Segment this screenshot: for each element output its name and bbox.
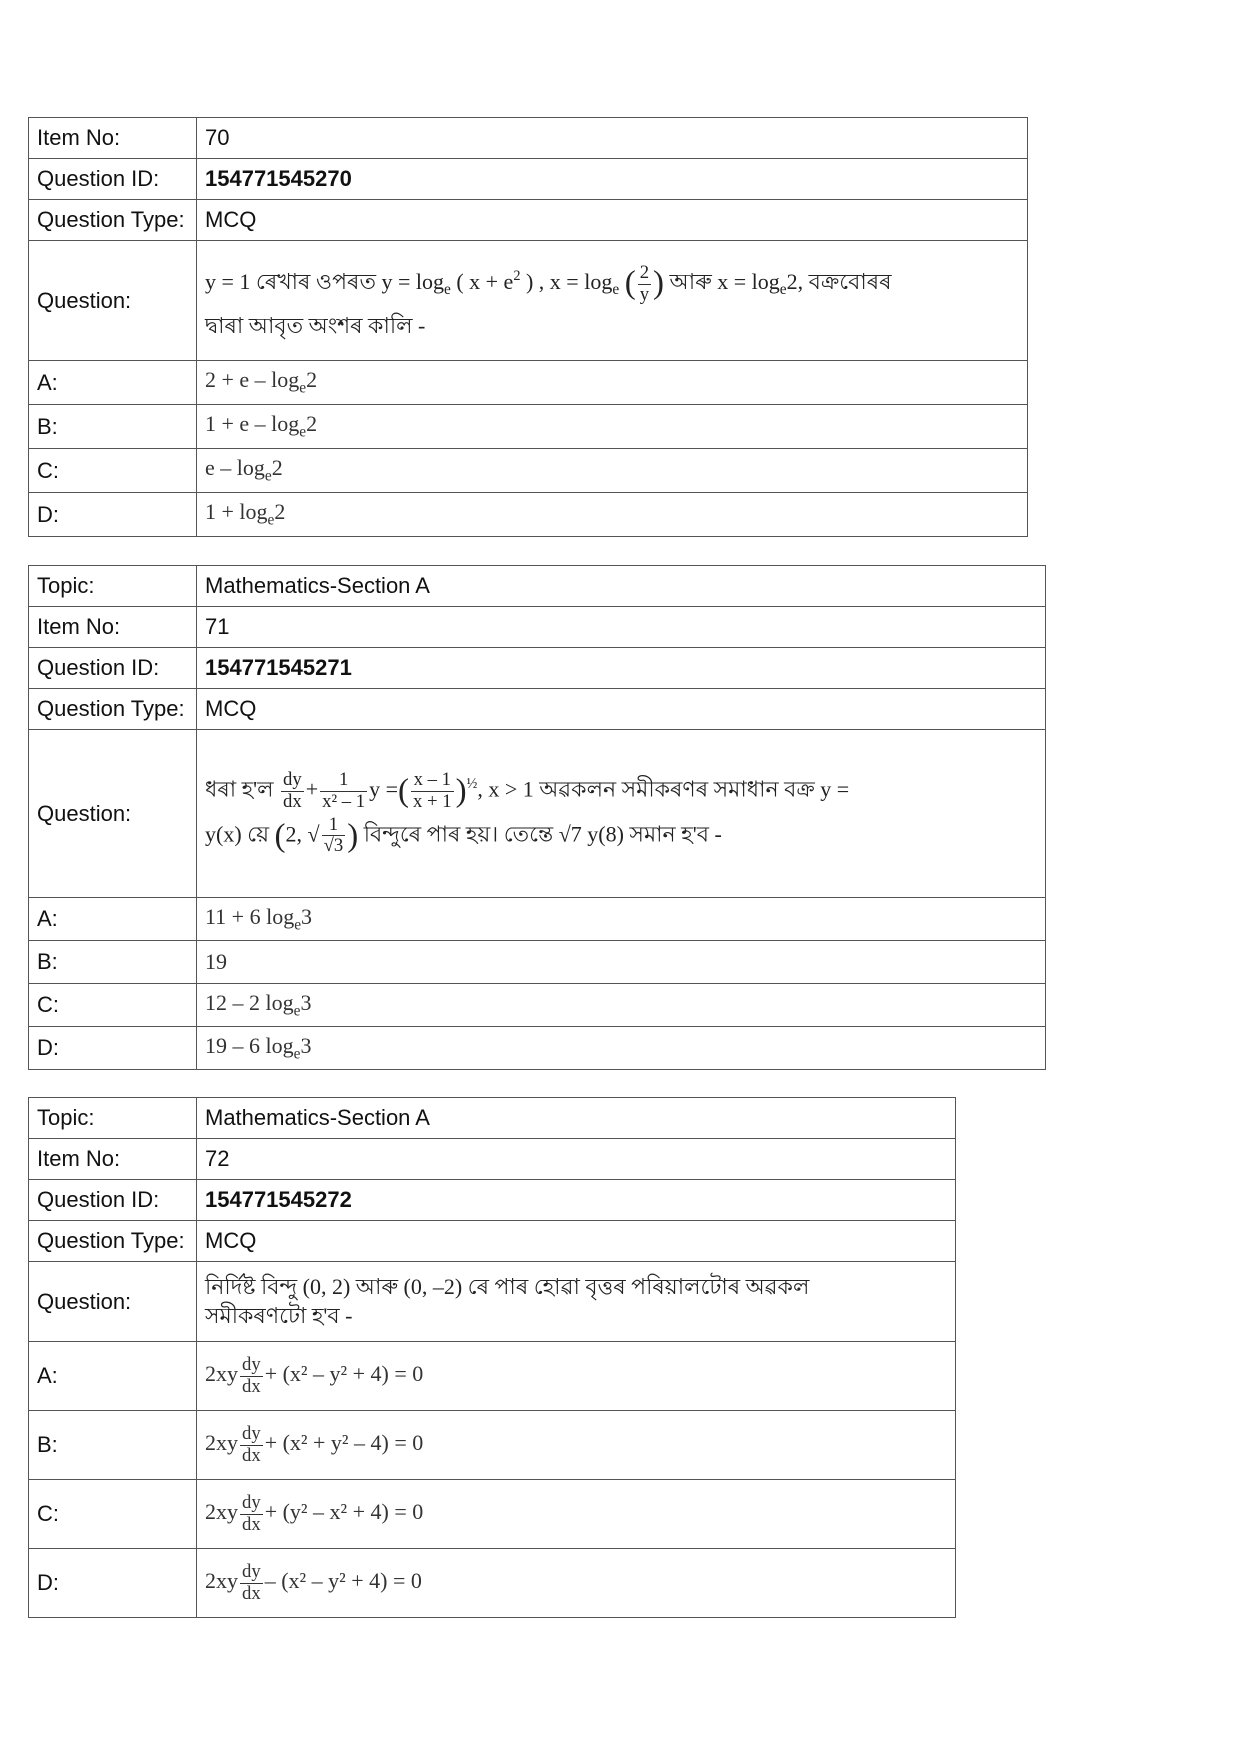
option-d-label: D: [29,1549,197,1618]
question-type-value: MCQ [197,200,1028,241]
option-a-text: 11 + 6 $\log_e3$ [197,898,1046,941]
option-c-label: C: [29,449,197,493]
option-b-text: 19 [197,941,1046,984]
topic-label: Topic: [29,566,197,607]
item-no-value: 72 [197,1139,956,1180]
question-table-72 [28,1097,956,1618]
question-label: Question: [29,730,197,898]
option-a-text: 2xy $\frac{dy}{dx}$ + (x² – y² + 4) = 0 [197,1342,956,1411]
question-type-value: MCQ [197,1221,956,1262]
option-d-label: D: [29,1027,197,1070]
question-id-value: 154771545271 [197,648,1046,689]
option-b-label: B: [29,1411,197,1480]
question-table-71 [28,565,1046,1070]
topic-value: Mathematics-Section A [197,566,1046,607]
topic-label: Topic: [29,1098,197,1139]
topic-value: Mathematics-Section A [197,1098,956,1139]
question-id-label: Question ID: [29,159,197,200]
question-id-value: 154771545272 [197,1180,956,1221]
item-no-label: Item No: [29,1139,197,1180]
option-d-label: D: [29,493,197,537]
question-label: Question: [29,241,197,361]
question-type-label: Question Type: [29,1221,197,1262]
item-no-label: Item No: [29,607,197,648]
option-b-label: B: [29,405,197,449]
question-type-label: Question Type: [29,200,197,241]
item-no-label: Item No: [29,118,197,159]
option-d-text: $1 + \log_e2$ [197,493,1028,537]
question-text: y = 1 ৰেখাৰ ওপৰত $y = \log_e$ ( $x + e^2$ ) , $x = \log_e$ ( $\frac{2}{y}$ ) আৰু $x = \log_e2$, বক্ৰবোৰৰ দ্বাৰা আবৃত অংশৰ কালি - [197,241,1028,361]
question-id-value: 154771545270 [197,159,1028,200]
question-id-label: Question ID: [29,1180,197,1221]
option-b-text: 2xy $\frac{dy}{dx}$ + (x² + y² – 4) = 0 [197,1411,956,1480]
option-d-text: 2xy $\frac{dy}{dx}$ – (x² – y² + 4) = 0 [197,1549,956,1618]
option-b-text: $1 + e - \log_e2$ [197,405,1028,449]
option-c-text: 12 – 2 $\log_e3$ [197,984,1046,1027]
question-label: Question: [29,1262,197,1342]
question-text: ধৰা হ'ল $\frac{dy}{dx}$ + $\frac{1}{\text{x² – 1}}$ y =( $\frac{x - 1}{x + 1}$ )$^{\frac{1}{2}}$, x > 1 অৱকলন সমীকৰণৰ সমাধান বক্ৰ y = y(x) য়ে (2, √ $\frac{1}{√3}$ ) বিন্দুৰে পাৰ হয়। তেন্তে √7 y(8) সমান হ'ব - [197,730,1046,898]
question-type-label: Question Type: [29,689,197,730]
item-no-value: 70 [197,118,1028,159]
question-text: নিৰ্দিষ্ট বিন্দু (0, 2) আৰু (0, –2) ৰে পাৰ হোৱা বৃত্তৰ পৰিয়ালটোৰ অৱকল সমীকৰণটো হ'ব - [197,1262,956,1342]
item-no-value: 71 [197,607,1046,648]
option-d-text: 19 – 6 $\log_e3$ [197,1027,1046,1070]
option-c-text: 2xy $\frac{dy}{dx}$ + (y² – x² + 4) = 0 [197,1480,956,1549]
option-a-label: A: [29,1342,197,1411]
option-b-label: B: [29,941,197,984]
option-a-label: A: [29,361,197,405]
option-a-label: A: [29,898,197,941]
option-c-label: C: [29,984,197,1027]
option-a-text: $2 + e - \log_e2$ [197,361,1028,405]
option-c-label: C: [29,1480,197,1549]
question-type-value: MCQ [197,689,1046,730]
question-table-70 [28,117,1028,537]
question-id-label: Question ID: [29,648,197,689]
option-c-text: e – $\log_e2$ [197,449,1028,493]
